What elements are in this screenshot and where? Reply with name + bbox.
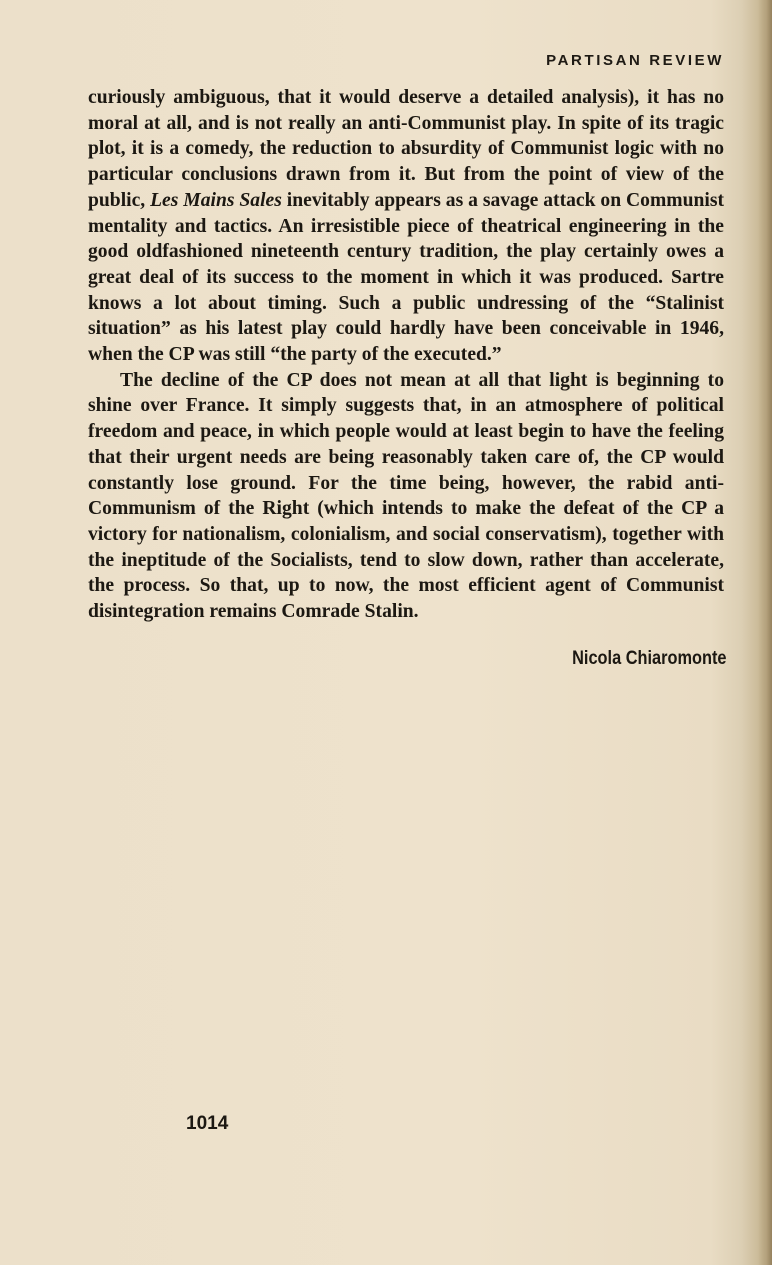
- running-head: PARTISAN REVIEW: [546, 52, 724, 69]
- play-title: Les Mains Sales: [150, 189, 282, 211]
- author-signature: Nicola Chiaromonte: [571, 648, 726, 669]
- paragraph-1: curiously ambiguous, that it would deserve a detailed analysis), it has no moral at all, and is not really an anti-Communist play. In spite of its tragic plot, it is a comedy, the reduction to absurdity of Communist logic with no particular conclusions drawn from it. But from the point of view of the public, Les Mains Sales inevitably appears as a savage attack on Communist mentality and tactics. An irresistible piece of theatrical engineering in the good oldfashioned nineteenth century tradition, the play certainly owes a great deal of its success to the moment in which it was produced. Sartre knows a lot about timing. Such a public undressing of the “Stalinist situation” as his latest play could hardly have been conceivable in 1946, when the CP was still “the party of the executed.”: [88, 87, 724, 366]
- page-number: 1014: [186, 1113, 229, 1134]
- page-edge-shadow: [758, 0, 772, 1265]
- paragraph-2: The decline of the CP does not mean at all that light is beginning to shine over France. It simply suggests that, in an atmosphere of political freedom and peace, in which people would at least begin to have the feeling that their urgent needs are being reasonably taken care of, the CP would constantly lose ground. For the time being, however, the rabid anti-Communism of the Right (which intends to make the defeat of the CP a victory for nationalism, colonialism, and social conservatism), together with the ineptitude of the Socialists, tend to slow down, rather than accelerate, the process. So that, up to now, the most efficient agent of Communist disintegration remains Comrade Stalin.: [88, 369, 724, 623]
- article-body: [88, 85, 724, 625]
